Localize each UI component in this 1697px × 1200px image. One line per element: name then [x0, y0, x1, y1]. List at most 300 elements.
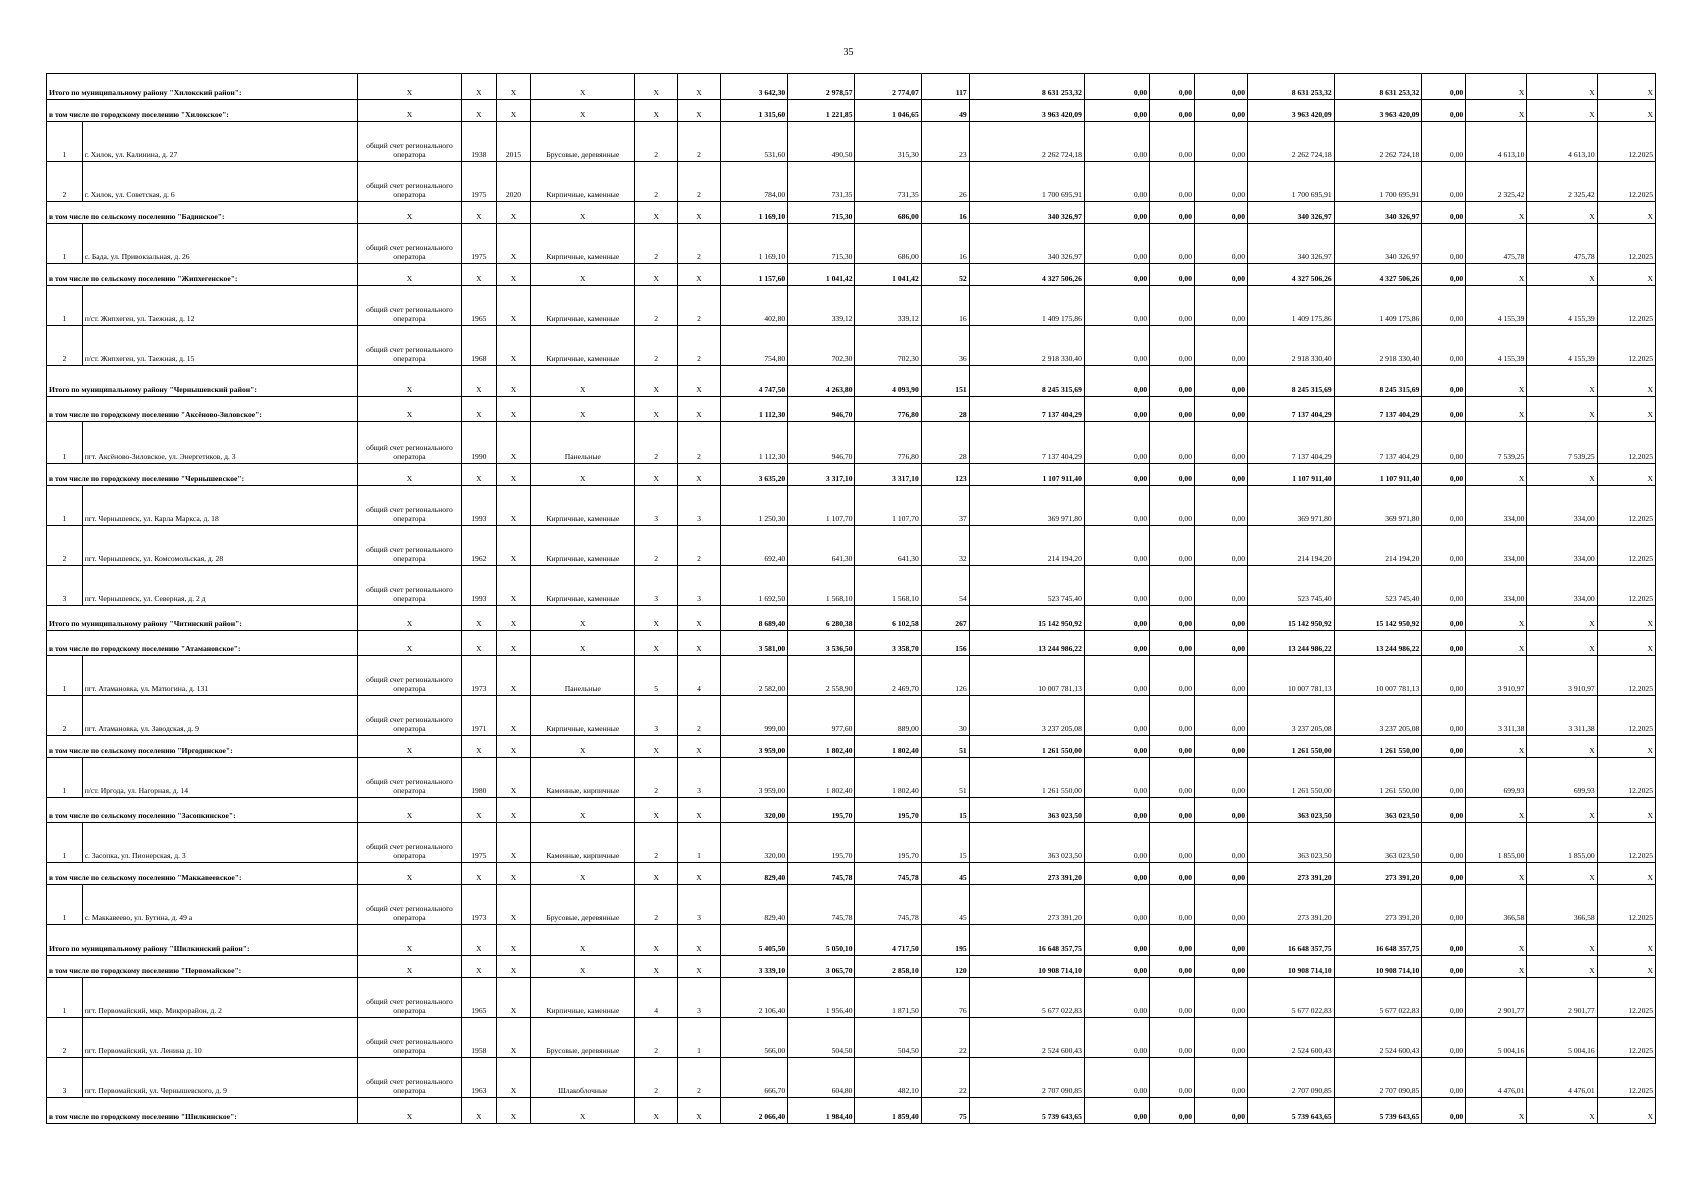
table-cell: 2	[635, 526, 678, 566]
summary-cell: 5 050,10	[788, 925, 855, 956]
summary-cell: 13 244 986,22	[969, 631, 1084, 656]
summary-cell: 0,00	[1195, 202, 1248, 224]
table-cell: 1962	[461, 526, 496, 566]
table-cell: X	[496, 978, 531, 1018]
table-cell: 0,00	[1195, 978, 1248, 1018]
summary-label: в том числе по сельскому поселению "Жипхегенское":	[47, 264, 358, 286]
summary-cell: X	[357, 1098, 461, 1124]
summary-row	[47, 1098, 1656, 1124]
table-row	[47, 422, 1656, 464]
summary-cell: X	[678, 956, 721, 978]
table-cell: 2	[47, 326, 83, 366]
table-cell: 0,00	[1084, 486, 1149, 526]
summary-cell: 4 327 506,26	[969, 264, 1084, 286]
table-cell: 745,78	[788, 885, 855, 925]
summary-cell: 0,00	[1084, 631, 1149, 656]
summary-cell: X	[1527, 464, 1597, 486]
summary-cell: 0,00	[1195, 100, 1248, 122]
table-cell: 0,00	[1195, 696, 1248, 736]
summary-cell: X	[1597, 74, 1655, 100]
summary-cell: 5 739 643,65	[969, 1098, 1084, 1124]
summary-cell: 15 142 950,92	[969, 606, 1084, 631]
table-cell: 320,00	[720, 823, 787, 863]
summary-cell: 1 221,85	[788, 100, 855, 122]
summary-cell: 13 244 986,22	[1334, 631, 1422, 656]
table-cell: 1980	[461, 758, 496, 798]
summary-cell: 10 908 714,10	[969, 956, 1084, 978]
table-cell: 2 106,40	[720, 978, 787, 1018]
summary-cell: 5 739 643,65	[1248, 1098, 1335, 1124]
table-cell: 2 918 330,40	[969, 326, 1084, 366]
table-cell: 1 855,00	[1527, 823, 1597, 863]
table-cell: 1965	[461, 286, 496, 326]
table-cell: 0,00	[1422, 566, 1466, 606]
summary-cell: X	[461, 925, 496, 956]
summary-cell: 3 635,20	[720, 464, 787, 486]
table-cell: 0,00	[1150, 122, 1195, 162]
summary-cell: X	[531, 631, 635, 656]
table-cell: 0,00	[1422, 656, 1466, 696]
table-cell: 1 107,70	[788, 486, 855, 526]
summary-cell: X	[531, 798, 635, 823]
summary-cell: 0,00	[1084, 736, 1149, 758]
table-cell: 1	[47, 286, 83, 326]
table-cell: 0,00	[1422, 422, 1466, 464]
summary-cell: X	[1466, 100, 1527, 122]
table-cell: 1963	[461, 1058, 496, 1098]
summary-cell: 8 689,40	[720, 606, 787, 631]
summary-cell: X	[531, 925, 635, 956]
table-cell: с. Засопка, ул. Пионерская, д. 3	[82, 823, 357, 863]
table-cell: 30	[921, 696, 969, 736]
summary-cell: X	[1466, 606, 1527, 631]
table-cell: 482,10	[855, 1058, 921, 1098]
table-cell: 523 745,40	[969, 566, 1084, 606]
summary-label: в том числе по городскому поселению "Первомайское":	[47, 956, 358, 978]
summary-cell: 340 326,97	[1248, 202, 1335, 224]
table-cell: 2 901,77	[1466, 978, 1527, 1018]
table-cell: 2020	[496, 162, 531, 202]
table-cell: Панельные	[531, 656, 635, 696]
table-cell: 0,00	[1150, 656, 1195, 696]
summary-cell: X	[635, 1098, 678, 1124]
summary-cell: X	[678, 798, 721, 823]
summary-cell: 0,00	[1422, 925, 1466, 956]
summary-cell: X	[1597, 863, 1655, 885]
table-cell: 3	[678, 566, 721, 606]
summary-cell: X	[678, 464, 721, 486]
table-cell: 0,00	[1150, 1058, 1195, 1098]
table-cell: 3 237 205,08	[1248, 696, 1335, 736]
table-cell: 1975	[461, 823, 496, 863]
table-cell: 3	[678, 486, 721, 526]
summary-cell: X	[678, 1098, 721, 1124]
table-cell: 369 971,80	[1248, 486, 1335, 526]
table-cell: 273 391,20	[1334, 885, 1422, 925]
table-cell: 0,00	[1195, 122, 1248, 162]
table-row	[47, 286, 1656, 326]
table-cell: 0,00	[1150, 286, 1195, 326]
table-cell: 2 325,42	[1466, 162, 1527, 202]
table-cell: 23	[921, 122, 969, 162]
summary-cell: X	[635, 956, 678, 978]
summary-cell: 0,00	[1150, 1098, 1195, 1124]
table-cell: 0,00	[1195, 162, 1248, 202]
summary-label: в том числе по городскому поселению "Чернышевское":	[47, 464, 358, 486]
summary-cell: 0,00	[1150, 925, 1195, 956]
table-cell: 0,00	[1195, 486, 1248, 526]
summary-cell: 3 963 420,09	[1334, 100, 1422, 122]
table-cell: 0,00	[1084, 122, 1149, 162]
table-cell: 754,80	[720, 326, 787, 366]
summary-cell: X	[1597, 956, 1655, 978]
summary-cell: X	[461, 464, 496, 486]
table-cell: 0,00	[1422, 978, 1466, 1018]
summary-cell: X	[1527, 956, 1597, 978]
table-cell: 0,00	[1150, 696, 1195, 736]
summary-cell: X	[635, 397, 678, 422]
summary-cell: X	[1466, 202, 1527, 224]
table-cell: пгт. Чернышевск, ул. Комсомольская, д. 28	[82, 526, 357, 566]
table-cell: 3	[635, 486, 678, 526]
table-cell: 1 261 550,00	[1248, 758, 1335, 798]
summary-cell: X	[635, 464, 678, 486]
table-cell: 4	[678, 656, 721, 696]
summary-cell: 0,00	[1422, 74, 1466, 100]
table-row	[47, 526, 1656, 566]
table-cell: 2	[678, 122, 721, 162]
table-cell: 12.2025	[1597, 122, 1655, 162]
summary-cell: 946,70	[788, 397, 855, 422]
table-cell: 1971	[461, 696, 496, 736]
table-cell: 2	[635, 286, 678, 326]
summary-label: в том числе по городскому поселению "Хилокское":	[47, 100, 358, 122]
summary-cell: 16 648 357,75	[969, 925, 1084, 956]
table-cell: 2	[635, 224, 678, 264]
summary-cell: 0,00	[1195, 1098, 1248, 1124]
table-cell: 1 700 695,91	[1334, 162, 1422, 202]
summary-cell: X	[357, 366, 461, 397]
table-cell: 0,00	[1195, 526, 1248, 566]
table-cell: 7 539,25	[1527, 422, 1597, 464]
summary-row	[47, 366, 1656, 397]
summary-cell: X	[1527, 1098, 1597, 1124]
summary-cell: X	[678, 366, 721, 397]
summary-cell: X	[357, 397, 461, 422]
table-cell: 4 155,39	[1527, 326, 1597, 366]
table-cell: 363 023,50	[969, 823, 1084, 863]
table-cell: 1 112,30	[720, 422, 787, 464]
summary-row	[47, 264, 1656, 286]
summary-cell: 0,00	[1195, 464, 1248, 486]
table-cell: 363 023,50	[1334, 823, 1422, 863]
table-cell: 5 004,16	[1466, 1018, 1527, 1058]
table-cell: 2015	[496, 122, 531, 162]
table-cell: г. Хилок, ул. Калинина, д. 27	[82, 122, 357, 162]
summary-cell: X	[1527, 397, 1597, 422]
summary-cell: X	[461, 202, 496, 224]
table-row	[47, 823, 1656, 863]
summary-cell: X	[635, 863, 678, 885]
table-cell: 195,70	[788, 823, 855, 863]
table-cell: 0,00	[1084, 422, 1149, 464]
table-cell: 1 261 550,00	[969, 758, 1084, 798]
table-row	[47, 224, 1656, 264]
table-cell: 214 194,20	[1248, 526, 1335, 566]
summary-cell: X	[531, 1098, 635, 1124]
table-cell: 2 707 090,85	[1334, 1058, 1422, 1098]
table-cell: X	[496, 326, 531, 366]
summary-cell: 8 245 315,69	[1334, 366, 1422, 397]
table-cell: 4 476,01	[1527, 1058, 1597, 1098]
summary-label: в том числе по городскому поселению "Аксёново-Зиловское":	[47, 397, 358, 422]
summary-cell: 686,00	[855, 202, 921, 224]
summary-cell: 0,00	[1422, 606, 1466, 631]
summary-cell: X	[678, 925, 721, 956]
table-cell: 889,00	[855, 696, 921, 736]
summary-label: в том числе по городскому поселению "Атамановское":	[47, 631, 358, 656]
table-cell: 999,00	[720, 696, 787, 736]
table-cell: п/ст. Иргода, ул. Нагорная, д. 14	[82, 758, 357, 798]
summary-cell: 16 648 357,75	[1334, 925, 1422, 956]
table-cell: 0,00	[1422, 486, 1466, 526]
table-cell: 5 677 022,83	[1248, 978, 1335, 1018]
table-cell: пгт. Первомайский, ул. Чернышевского, д. 9	[82, 1058, 357, 1098]
table-cell: 0,00	[1084, 656, 1149, 696]
table-cell: 2	[678, 696, 721, 736]
table-cell: 2 262 724,18	[1334, 122, 1422, 162]
table-cell: 1938	[461, 122, 496, 162]
table-cell: 334,00	[1527, 566, 1597, 606]
table-cell: 1 871,50	[855, 978, 921, 1018]
summary-cell: 0,00	[1195, 736, 1248, 758]
table-cell: общий счет регионального оператора	[357, 486, 461, 526]
table-cell: 2	[678, 326, 721, 366]
table-cell: X	[496, 224, 531, 264]
summary-cell: X	[1466, 736, 1527, 758]
table-cell: Брусовые, деревянные	[531, 885, 635, 925]
summary-cell: X	[357, 74, 461, 100]
summary-cell: 3 963 420,09	[969, 100, 1084, 122]
summary-cell: 1 169,10	[720, 202, 787, 224]
summary-cell: 0,00	[1150, 956, 1195, 978]
table-cell: 2 918 330,40	[1248, 326, 1335, 366]
summary-cell: 0,00	[1195, 631, 1248, 656]
summary-cell: 715,30	[788, 202, 855, 224]
summary-cell: 363 023,50	[969, 798, 1084, 823]
summary-cell: 0,00	[1150, 631, 1195, 656]
table-cell: 2 262 724,18	[969, 122, 1084, 162]
table-cell: общий счет регионального оператора	[357, 656, 461, 696]
table-cell: 0,00	[1422, 326, 1466, 366]
table-cell: 2	[678, 162, 721, 202]
summary-cell: X	[496, 631, 531, 656]
table-cell: 339,12	[855, 286, 921, 326]
table-cell: 54	[921, 566, 969, 606]
table-cell: 2 707 090,85	[969, 1058, 1084, 1098]
table-cell: 2	[635, 422, 678, 464]
table-cell: Кирпичные, каменные	[531, 162, 635, 202]
table-cell: 1 692,50	[720, 566, 787, 606]
table-cell: X	[496, 566, 531, 606]
table-cell: 366,58	[1466, 885, 1527, 925]
summary-cell: X	[1527, 606, 1597, 631]
table-cell: 3	[635, 566, 678, 606]
table-cell: 3 910,97	[1466, 656, 1527, 696]
summary-cell: 0,00	[1150, 202, 1195, 224]
table-cell: 0,00	[1195, 1058, 1248, 1098]
table-cell: X	[496, 526, 531, 566]
summary-cell: 16	[921, 202, 969, 224]
table-cell: 490,50	[788, 122, 855, 162]
summary-cell: 195,70	[855, 798, 921, 823]
table-cell: 1 409 175,86	[969, 286, 1084, 326]
summary-cell: X	[357, 100, 461, 122]
table-cell: 1975	[461, 162, 496, 202]
table-cell: 369 971,80	[969, 486, 1084, 526]
table-cell: 1 568,10	[855, 566, 921, 606]
table-row	[47, 122, 1656, 162]
table-cell: 12.2025	[1597, 286, 1655, 326]
table-cell: 0,00	[1195, 326, 1248, 366]
table-cell: 1	[47, 758, 83, 798]
summary-cell: 0,00	[1084, 264, 1149, 286]
table-cell: 402,80	[720, 286, 787, 326]
summary-cell: X	[496, 1098, 531, 1124]
table-cell: 315,30	[855, 122, 921, 162]
table-cell: 0,00	[1150, 758, 1195, 798]
table-cell: 0,00	[1084, 224, 1149, 264]
summary-row	[47, 798, 1656, 823]
table-cell: 37	[921, 486, 969, 526]
table-cell: 214 194,20	[969, 526, 1084, 566]
summary-cell: 0,00	[1422, 863, 1466, 885]
table-cell: 699,93	[1527, 758, 1597, 798]
table-cell: 1	[47, 122, 83, 162]
table-cell: 3 311,38	[1466, 696, 1527, 736]
summary-row	[47, 631, 1656, 656]
table-cell: 0,00	[1195, 566, 1248, 606]
summary-cell: X	[461, 736, 496, 758]
table-cell: 5	[635, 656, 678, 696]
table-cell: 7 137 404,29	[969, 422, 1084, 464]
summary-cell: 0,00	[1422, 956, 1466, 978]
table-cell: 4 155,39	[1466, 286, 1527, 326]
table-cell: 1	[47, 486, 83, 526]
table-cell: 2	[678, 526, 721, 566]
summary-cell: 0,00	[1150, 863, 1195, 885]
table-cell: 0,00	[1422, 823, 1466, 863]
table-cell: 3	[678, 978, 721, 1018]
table-cell: 0,00	[1084, 566, 1149, 606]
table-cell: 4 613,10	[1466, 122, 1527, 162]
summary-cell: 0,00	[1084, 1098, 1149, 1124]
summary-cell: 6 102,58	[855, 606, 921, 631]
summary-cell: X	[678, 736, 721, 758]
summary-cell: 0,00	[1084, 74, 1149, 100]
table-cell: X	[496, 823, 531, 863]
table-cell: 2	[47, 162, 83, 202]
summary-row	[47, 925, 1656, 956]
summary-cell: 1 107 911,40	[1248, 464, 1335, 486]
summary-cell: 1 261 550,00	[1334, 736, 1422, 758]
summary-cell: 8 245 315,69	[1248, 366, 1335, 397]
summary-cell: 3 317,10	[855, 464, 921, 486]
table-cell: п/ст. Жипхеген, ул. Таежная, д. 15	[82, 326, 357, 366]
table-cell: 0,00	[1084, 1058, 1149, 1098]
summary-cell: X	[678, 202, 721, 224]
table-cell: Шлакоблочные	[531, 1058, 635, 1098]
page-number: 35	[843, 47, 854, 58]
table-cell: 12.2025	[1597, 162, 1655, 202]
table-cell: 5 004,16	[1527, 1018, 1597, 1058]
table-row	[47, 758, 1656, 798]
table-cell: 26	[921, 162, 969, 202]
summary-cell: 4 327 506,26	[1334, 264, 1422, 286]
table-cell: с. Бада, ул. Привокзальная, д. 26	[82, 224, 357, 264]
summary-cell: 0,00	[1195, 74, 1248, 100]
table-cell: 784,00	[720, 162, 787, 202]
table-cell: 2	[635, 326, 678, 366]
summary-cell: 3 963 420,09	[1248, 100, 1335, 122]
summary-cell: X	[678, 100, 721, 122]
table-cell: 0,00	[1195, 823, 1248, 863]
summary-cell: 3 358,70	[855, 631, 921, 656]
table-cell: 16	[921, 286, 969, 326]
table-cell: X	[496, 656, 531, 696]
table-cell: 2	[635, 758, 678, 798]
summary-cell: 267	[921, 606, 969, 631]
summary-cell: 3 642,30	[720, 74, 787, 100]
table-cell: 10 007 781,13	[969, 656, 1084, 696]
table-cell: 504,50	[788, 1018, 855, 1058]
table-cell: пгт. Первомайский, ул. Ленина д. 10	[82, 1018, 357, 1058]
table-cell: 1 802,40	[788, 758, 855, 798]
summary-cell: 0,00	[1150, 366, 1195, 397]
summary-cell: X	[1527, 366, 1597, 397]
summary-cell: X	[1597, 631, 1655, 656]
table-cell: 5 677 022,83	[969, 978, 1084, 1018]
summary-cell: X	[496, 606, 531, 631]
summary-cell: 195	[921, 925, 969, 956]
summary-cell: X	[1597, 366, 1655, 397]
table-row	[47, 326, 1656, 366]
table-cell: 4 613,10	[1527, 122, 1597, 162]
summary-cell: X	[678, 631, 721, 656]
table-cell: 2	[678, 224, 721, 264]
table-cell: X	[496, 486, 531, 526]
table-cell: 731,35	[788, 162, 855, 202]
table-cell: 12.2025	[1597, 566, 1655, 606]
summary-cell: 5 405,50	[720, 925, 787, 956]
table-cell: 1 169,10	[720, 224, 787, 264]
summary-cell: 3 959,00	[720, 736, 787, 758]
summary-cell: 0,00	[1150, 264, 1195, 286]
summary-cell: X	[496, 202, 531, 224]
table-cell: 1993	[461, 486, 496, 526]
summary-cell: 0,00	[1422, 397, 1466, 422]
table-cell: 523 745,40	[1334, 566, 1422, 606]
table-cell: 2 262 724,18	[1248, 122, 1335, 162]
summary-cell: 1 041,42	[788, 264, 855, 286]
summary-cell: X	[1597, 264, 1655, 286]
summary-cell: 363 023,50	[1248, 798, 1335, 823]
table-cell: 3	[635, 696, 678, 736]
summary-cell: 0,00	[1084, 798, 1149, 823]
table-cell: X	[496, 286, 531, 326]
table-cell: 4	[635, 978, 678, 1018]
table-cell: общий счет регионального оператора	[357, 526, 461, 566]
